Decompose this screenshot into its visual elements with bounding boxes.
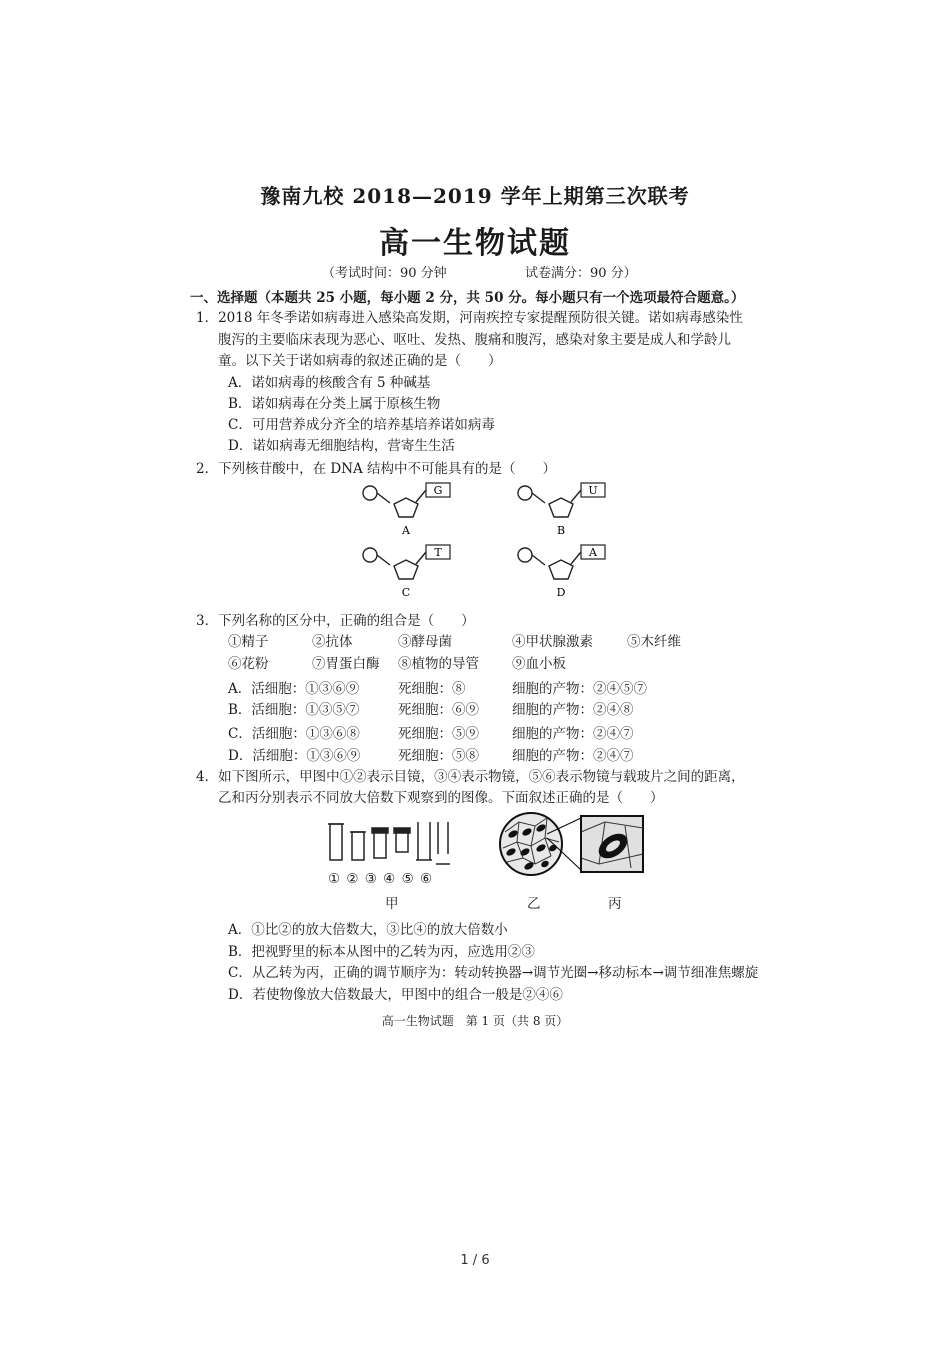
nucleotide-a (363, 483, 450, 537)
q3-option-a-dead: 死细胞：⑧ (398, 681, 466, 697)
label-bing: 丙 (608, 896, 622, 912)
label-jia: 甲 (385, 896, 399, 912)
q3-item: ③酵母菌 (398, 634, 452, 650)
q4-line1: 4．如下图所示，甲图中①②表示目镜，③④表示物镜，⑤⑥表示物镜与载玻片之间的距离， (196, 769, 745, 785)
q1-line2: 腹泻的主要临床表现为恶心、呕吐、发热、腹痛和腹泻，感染对象主要是成人和学龄儿 (218, 332, 731, 348)
q3-option-d-living: D．活细胞：①③⑥⑨ (228, 748, 361, 764)
q3-option-c-dead: 死细胞：⑤⑨ (398, 726, 479, 742)
label-yi: 乙 (527, 896, 541, 912)
q3-item: ⑦胃蛋白酶 (312, 656, 380, 672)
q1-option-d: D．诺如病毒无细胞结构，营寄生生活 (228, 438, 455, 454)
q3-option-c-product: 细胞的产物：②④⑦ (512, 726, 634, 742)
microscope-views (495, 808, 655, 880)
q3-stem: 3．下列名称的区分中，正确的组合是（ ） (196, 613, 475, 629)
q1-line1: 1．2018 年冬季诺如病毒进入感染高发期，河南疾控专家提醒预防很关键。诺如病毒感染性 (196, 310, 743, 326)
base-label-a: G (433, 484, 443, 497)
option-label-d: D (556, 586, 566, 599)
q3-option-b-product: 细胞的产物：②④⑧ (512, 702, 634, 718)
exam-title: 高一生物试题 (379, 226, 571, 261)
nucleotide-diagrams (350, 476, 650, 604)
q3-item: ⑤木纤维 (627, 634, 681, 650)
nucleotide-b (518, 483, 605, 537)
q3-option-c-living: C．活细胞：①③⑥⑧ (228, 726, 360, 742)
nucleotide-d (518, 545, 605, 599)
base-label-b: U (588, 484, 598, 497)
q3-option-a-living: A．活细胞：①③⑥⑨ (228, 681, 360, 697)
page-footer: 高一生物试题 第 1 页（共 8 页） (381, 1014, 569, 1028)
section-heading: 一、选择题（本题共 25 小题，每小题 2 分，共 50 分。每小题只有一个选项最符合题意。） (190, 290, 745, 306)
q3-option-d-dead: 死细胞：⑤⑧ (398, 748, 479, 764)
q3-item: ⑥花粉 (228, 656, 269, 672)
q3-option-d-product: 细胞的产物：②④⑦ (512, 748, 634, 764)
q1-option-b: B．诺如病毒在分类上属于原核生物 (228, 396, 441, 412)
base-label-d: A (589, 546, 597, 559)
q3-item: ②抗体 (312, 634, 353, 650)
school-title: 豫南九校 2018—2019 学年上期第三次联考 (260, 184, 690, 208)
lens-numbers: ① ② ③ ④ ⑤ ⑥ (328, 871, 434, 887)
q4-option-d: D．若使物像放大倍数最大，甲图中的组合一般是②④⑥ (228, 987, 563, 1003)
q3-option-b-dead: 死细胞：⑥⑨ (398, 702, 479, 718)
q4-option-a: A．①比②的放大倍数大，③比④的放大倍数小 (228, 922, 508, 938)
q3-item: ④甲状腺激素 (512, 634, 593, 650)
q1-line3: 童。以下关于诺如病毒的叙述正确的是（ ） (218, 353, 502, 369)
option-label-c: C (401, 586, 411, 599)
q2-stem: 2．下列核苷酸中，在 DNA 结构中不可能具有的是（ ） (196, 461, 557, 477)
q4-option-b: B．把视野里的标本从图中的乙转为丙，应选用②③ (228, 944, 535, 960)
q4-line2: 乙和丙分别表示不同放大倍数下观察到的图像。下面叙述正确的是（ ） (218, 790, 664, 806)
option-label-a: A (402, 524, 410, 537)
q3-option-b-living: B．活细胞：①③⑤⑦ (228, 702, 360, 718)
exam-time: （考试时间：90 分钟 (322, 266, 447, 281)
nucleotide-c (363, 545, 450, 599)
option-label-b: B (556, 524, 566, 537)
q1-option-c: C．可用营养成分齐全的培养基培养诺如病毒 (228, 417, 495, 433)
lens-diagram-jia (322, 818, 454, 868)
page-number: 1 / 6 (460, 1253, 490, 1268)
q4-option-c: C．从乙转为丙，正确的调节顺序为：转动转换器→调节光圈→移动标本→调节细准焦螺旋 (228, 965, 759, 981)
q3-item: ⑨血小板 (512, 656, 566, 672)
base-label-c: T (434, 546, 442, 559)
exam-score: 试卷满分：90 分） (525, 266, 637, 281)
q3-option-a-product: 细胞的产物：②④⑤⑦ (512, 681, 647, 697)
q1-option-a: A．诺如病毒的核酸含有 5 种碱基 (228, 375, 431, 391)
q3-item: ⑧植物的导管 (398, 656, 479, 672)
q3-item: ①精子 (228, 634, 269, 650)
